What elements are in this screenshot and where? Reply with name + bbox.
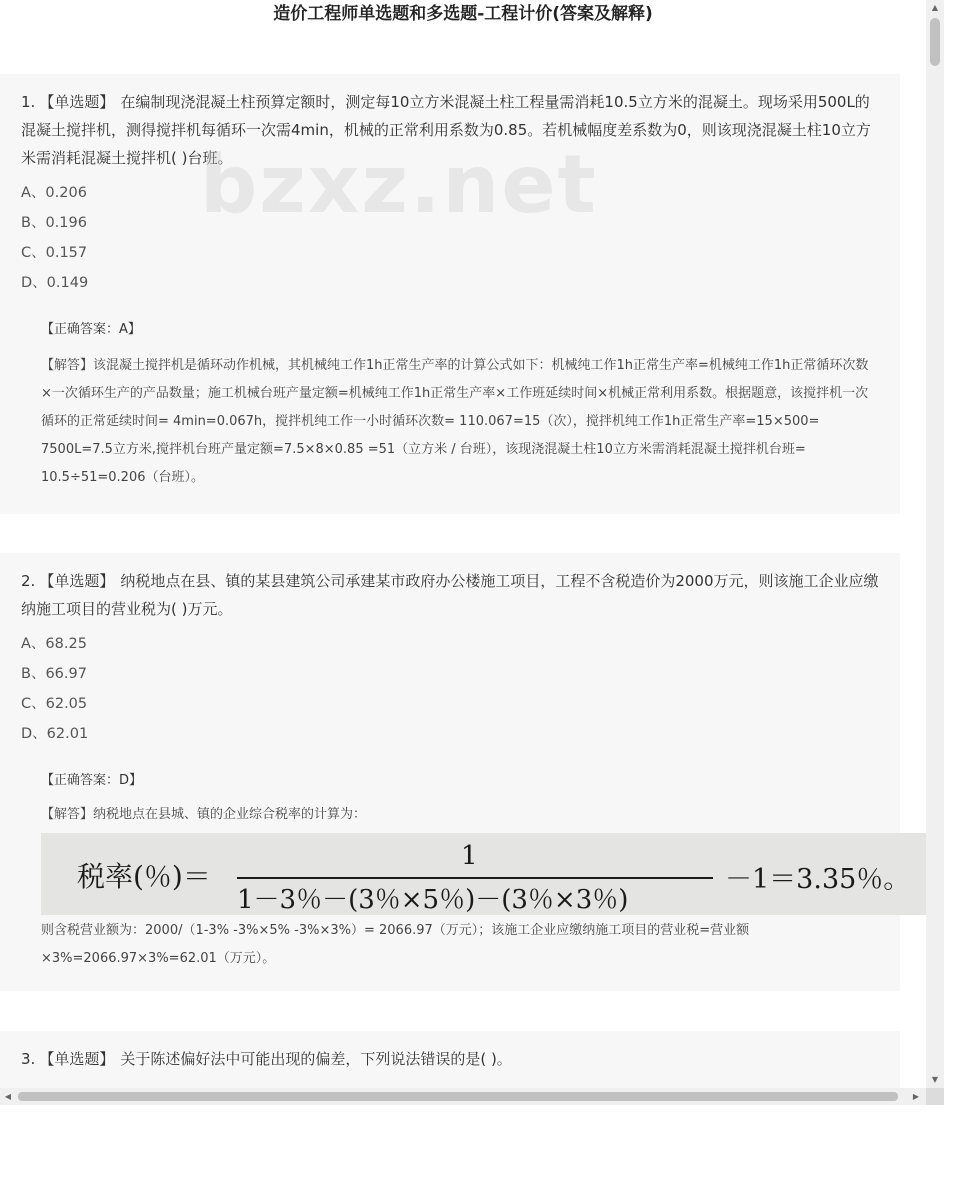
- option-d[interactable]: D、62.01: [21, 726, 89, 742]
- formula-right: －1＝3.35％。: [725, 864, 911, 895]
- scroll-right-icon[interactable]: ▶: [912, 1092, 920, 1101]
- question-type: 【单选题】: [39, 1050, 115, 1068]
- formula-left: 税率(％)＝: [77, 860, 211, 893]
- option-d[interactable]: D、0.149: [21, 275, 89, 291]
- option-a[interactable]: A、68.25: [21, 636, 87, 652]
- formula-numerator: 1: [461, 841, 478, 871]
- question-type: 【单选题】: [39, 93, 115, 111]
- question-card-3: [0, 1031, 900, 1088]
- horizontal-scrollbar[interactable]: [0, 1088, 926, 1105]
- question-text: 在编制现浇混凝土柱预算定额时，测定每10立方米混凝土柱工程量需消耗10.5立方米的混凝土。现场采用500L的混凝土搅拌机，测得搅拌机每循环一次需4min，机械的正常利用系数为0.85。若机械幅度差系数为0，则该现浇混凝土柱10立方米需消耗混凝土搅拌机( )台班。: [21, 93, 871, 167]
- option-a[interactable]: A、0.206: [21, 185, 87, 201]
- tax-rate-formula-image: [41, 833, 926, 915]
- question-card-2: [0, 553, 911, 991]
- question-stem: [21, 567, 879, 623]
- question-card-1: [0, 74, 900, 514]
- question-number: 3.: [21, 1050, 36, 1068]
- page-title: 造价工程师单选题和多选题-工程计价(答案及解释): [273, 4, 653, 24]
- correct-answer: 【正确答案：D】: [41, 773, 143, 788]
- scroll-up-icon[interactable]: ▲: [931, 3, 939, 12]
- scrollbar-corner: [926, 1088, 944, 1105]
- question-stem: [21, 1045, 879, 1073]
- question-number: 1.: [21, 93, 36, 111]
- question-number: 2.: [21, 572, 36, 590]
- answer-explanation-continued: 则含税营业额为：2000/（1-3% -3%×5% -3%×3%）= 2066.97（万元）；该施工企业应缴纳施工项目的营业税=营业额×3%=2066.97×3%=62.01（万元）。: [41, 923, 750, 966]
- site-watermark: bzxz.net: [200, 138, 598, 231]
- scroll-left-icon[interactable]: ◀: [4, 1092, 12, 1101]
- option-b[interactable]: B、0.196: [21, 215, 87, 231]
- option-list: [21, 629, 879, 749]
- question-text: 纳税地点在县、镇的某县建筑公司承建某市政府办公楼施工项目，工程不含税造价为2000万元，则该施工企业应缴纳施工项目的营业税为( )万元。: [21, 572, 879, 618]
- scroll-down-icon[interactable]: ▼: [931, 1075, 939, 1084]
- correct-answer: 【正确答案：A】: [41, 322, 141, 337]
- question-type: 【单选题】: [39, 572, 115, 590]
- vertical-scrollbar[interactable]: [926, 0, 944, 1088]
- option-c[interactable]: C、0.157: [21, 245, 88, 261]
- horizontal-scroll-thumb[interactable]: [18, 1092, 898, 1101]
- option-list: [21, 178, 879, 298]
- answer-explanation: 【解答】该混凝土搅拌机是循环动作机械，其机械纯工作1h正常生产率的计算公式如下：机械纯工作1h正常生产率=机械纯工作1h正常循环次数×一次循环生产的产品数量；施工机械台班产量定额=机械纯工作1h正常生产率×工作班延续时间×机械正常利用系数。根据题意，该搅拌机一次循环的正常延续时间= 4min=0.067h，搅拌机纯工作一小时循环次数= 110.067=15（次），搅拌机纯工作1h正常生产率=15×500= 7500L=7.5立方米,搅拌机台班产量定额=7.5×8×0.85 =51（立方米 / 台班），该现浇混凝土柱10立方米需消耗混凝土搅拌机台班= 10.5÷51=0.206（台班）。: [41, 358, 869, 485]
- option-c[interactable]: C、62.05: [21, 696, 88, 712]
- question-stem: [21, 88, 879, 172]
- option-b[interactable]: B、66.97: [21, 666, 87, 682]
- vertical-scroll-thumb[interactable]: [930, 18, 940, 66]
- formula-denominator: 1－3％－(3％×5％)－(3％×3％): [237, 885, 629, 915]
- answer-explanation: 【解答】纳税地点在县城、镇的企业综合税率的计算为：: [41, 807, 367, 822]
- question-text: 关于陈述偏好法中可能出现的偏差，下列说法错误的是( )。: [120, 1050, 512, 1068]
